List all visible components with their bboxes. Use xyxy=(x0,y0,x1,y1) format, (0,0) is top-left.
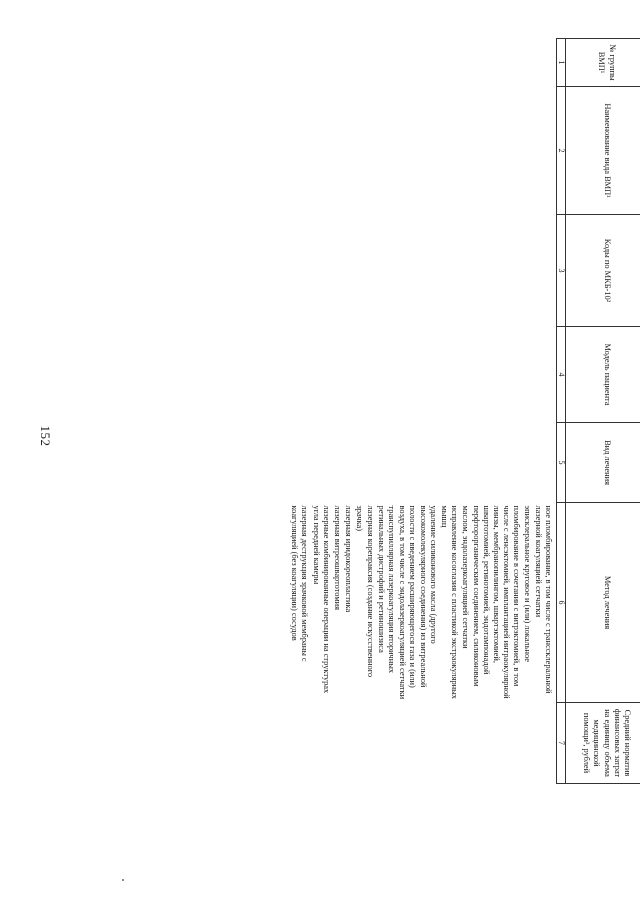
cell-group-number xyxy=(287,39,557,87)
treatment-method-list xyxy=(289,506,555,700)
column-number: 4 xyxy=(557,327,566,423)
column-number: 6 xyxy=(557,503,566,703)
list-item: лазерная иридокореопластика xyxy=(344,505,354,613)
header-icd-codes: Коды по МКБ-10² xyxy=(566,215,640,327)
header-patient-model: Модель пациента xyxy=(566,327,640,423)
cell-vmp-name xyxy=(287,87,557,215)
cell-patient-model xyxy=(287,327,557,423)
header-vmp-name: Наименование вида ВМП¹ xyxy=(566,87,640,215)
column-number: 7 xyxy=(557,703,566,784)
cell-cost-standard xyxy=(287,703,557,784)
header-treatment-method: Метод лечения xyxy=(566,503,640,703)
list-item: лазерная деструкция зрачковой мембраны с коагуляцией (без коагуляции) сосудов xyxy=(290,505,310,662)
column-number: 3 xyxy=(557,215,566,327)
column-number-row xyxy=(557,39,566,784)
table-row xyxy=(287,39,557,784)
list-item: исправление косоглазия с пластикой экстраокулярных мышц xyxy=(439,505,460,699)
rotated-table-wrapper xyxy=(287,38,640,783)
list-item: лазерная корепраксия (создание искусственного зрачка) xyxy=(355,505,375,678)
list-item: эписклеральное круговое и (или) локальное пломбирование в сочетании с витрэктомией, в том числе с ленсэктомией, имплантацией интраокулярной линзы, мембранопилингом, швартэктомией, швартотомией, ретинотомией, эндотампонадой перфторорганическим соединением, силиконовым маслом, эндолазеркоагуляцией сетчатки xyxy=(461,505,532,699)
cell-treatment-type xyxy=(287,423,557,503)
list-item: удаление силиконового масла (другого высокомолекулярного соединения) из витреальной полости с введением расширяющегося газа и (или) воздуха, в том числе с эндолазеркоагуляцией сетчатки xyxy=(398,505,438,700)
column-number: 1 xyxy=(557,39,566,87)
header-cost-standard: Средний норматив финансовых затрат на единицу объема медицинской помощи³, рублей xyxy=(566,703,640,784)
header-group-number: № группы ВМП¹ xyxy=(566,39,640,87)
cell-icd-codes xyxy=(287,215,557,327)
page-number: 152 xyxy=(38,425,53,447)
header-treatment-type: Вид лечения xyxy=(566,423,640,503)
cell-treatment-methods xyxy=(287,503,557,703)
list-item: ное пломбирование, в том числе с транссклеральной лазерной коагуляцией сетчатки xyxy=(533,505,553,694)
column-number: 5 xyxy=(557,423,566,503)
header-row xyxy=(566,39,640,784)
list-item: лазерные комбинированные операции на структурах угла передней камеры xyxy=(311,505,331,694)
vmp-table xyxy=(287,38,640,784)
list-item: лазерная витреошвартотомия xyxy=(332,505,342,610)
list-item: транспупиллярная лазеркоагуляция вторичных ретинальных дистрофий и ретиношизиса xyxy=(376,505,396,674)
scan-speck xyxy=(122,879,124,881)
column-number: 2 xyxy=(557,87,566,215)
